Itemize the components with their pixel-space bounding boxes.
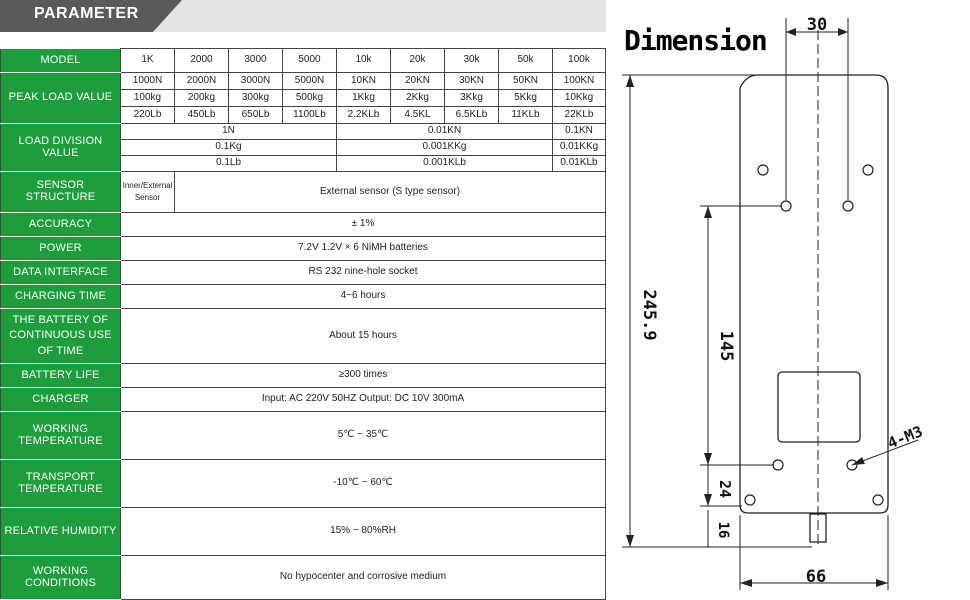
load-division-cell: 0.1Kg [121,140,337,156]
arrowhead [786,28,796,36]
peak-load-cell: 50KN [499,73,553,90]
arrowhead [704,494,712,506]
peak-load-cell: 20KN [391,73,445,90]
peak-load-cell: 1100Lb [283,107,337,124]
peak-load-cell: 5000N [283,73,337,90]
spec-label: TRANSPORT TEMPERATURE [1,460,121,508]
peak-load-label: PEAK LOAD VALUE [1,73,121,124]
spec-row [1,213,606,237]
load-division-cell: 0.001KKg [337,140,553,156]
peak-load-cell: 10Kkg [553,90,606,107]
arrowhead [704,453,712,465]
spec-row [1,237,606,261]
spec-label: BATTERY LIFE [1,364,121,388]
peak-load-cell: 2.2KLb [337,107,391,124]
peak-load-cell: 450Lb [175,107,229,124]
spec-value: No hypocenter and corrosive medium [121,556,606,600]
load-division-cell: 0.001KLb [337,156,553,172]
dim-label-top-width: 30 [806,15,828,35]
spec-value: Input: AC 220V 50HZ Output: DC 10V 300mA [121,388,606,412]
spec-row [1,412,606,460]
sensor-label: SENSOR STRUCTURE [1,172,121,213]
dim-label-bottom-height: 16 [715,521,731,539]
mount-hole [773,460,783,470]
spec-value: -10℃ ~ 60℃ [121,460,606,508]
spec-label: ACCURACY [1,213,121,237]
spec-label: POWER [1,237,121,261]
mount-hole [843,201,853,211]
screw-hole [758,165,768,175]
model-cell: 10k [337,49,391,73]
peak-load-cell: 4.5KL [391,107,445,124]
peak-load-cell: 10KN [337,73,391,90]
load-division-cell: 0.01KKg [553,140,606,156]
spec-value: About 15 hours [121,309,606,364]
peak-load-cell: 1000N [121,73,175,90]
spec-row [1,364,606,388]
arrowhead [626,535,634,547]
dim-label-holes: 4-M3 [885,422,926,453]
spec-label: CHARGING TIME [1,285,121,309]
peak-load-row [1,73,606,90]
peak-load-cell: 2Kkg [391,90,445,107]
sensor-body-outline [740,75,888,513]
arrowhead [740,579,752,587]
model-cell: 2000 [175,49,229,73]
spec-value: RS 232 nine-hole socket [121,261,606,285]
mount-hole [781,201,791,211]
spec-label: WORKING TEMPERATURE [1,412,121,460]
sensor-value: External sensor (S type sensor) [175,172,606,213]
arrowhead [704,206,712,218]
peak-load-cell: 11KLb [499,107,553,124]
sensor-row [1,172,606,213]
peak-load-cell: 100kg [121,90,175,107]
load-division-cell: 0.01KLb [553,156,606,172]
peak-load-cell: 5Kkg [499,90,553,107]
spec-value: ≥300 times [121,364,606,388]
peak-load-cell: 500kg [283,90,337,107]
peak-load-cell: 2000N [175,73,229,90]
model-cell: 1K [121,49,175,73]
spec-row [1,309,606,364]
load-division-cell: 0.1Lb [121,156,337,172]
dim-label-overall-height: 245.9 [639,289,659,341]
spec-row [1,285,606,309]
dimension-title: Dimension [624,24,767,57]
peak-load-cell: 6.5KLb [445,107,499,124]
screw-hole [745,495,755,505]
load-division-label: LOAD DIVISION VALUE [1,124,121,172]
load-division-row [1,124,606,140]
sensor-sub-cell: Inner/External Sensor [121,172,175,213]
spec-label: WORKING CONDITIONS [1,556,121,600]
dim-label-mid-height: 145 [716,330,736,362]
dimension-drawing [606,0,970,600]
peak-load-cell: 30KN [445,73,499,90]
spec-label: CHARGER [1,388,121,412]
spec-value: 15% ~ 80%RH [121,508,606,556]
peak-load-cell: 3Kkg [445,90,499,107]
arrowhead [626,75,634,87]
peak-load-cell: 22KLb [553,107,606,124]
spec-value: 4~6 hours [121,285,606,309]
parameter-banner [0,0,606,32]
arrowhead [838,28,848,36]
spec-row [1,460,606,508]
model-cell: 5000 [283,49,337,73]
peak-load-cell: 200kg [175,90,229,107]
banner-title: PARAMETER [34,5,139,22]
peak-load-cell: 1Kkg [337,90,391,107]
screw-hole [873,495,883,505]
dim-label-lower-height: 24 [716,479,734,499]
model-row [1,49,606,73]
display-window [778,372,860,442]
spec-row [1,508,606,556]
load-division-cell: 0.1KN [553,124,606,140]
dim-label-bottom-width: 66 [805,567,827,587]
load-division-cell: 1N [121,124,337,140]
spec-row [1,556,606,600]
spec-row [1,261,606,285]
peak-load-cell: 300kg [229,90,283,107]
model-cell: 100k [553,49,606,73]
model-cell: 30k [445,49,499,73]
screw-hole [863,165,873,175]
model-cell: 3000 [229,49,283,73]
spec-row [1,388,606,412]
peak-load-cell: 100KN [553,73,606,90]
peak-load-cell: 3000N [229,73,283,90]
parameter-table [0,48,606,600]
load-division-cell: 0.01KN [337,124,553,140]
spec-label: DATA INTERFACE [1,261,121,285]
spec-value: 7.2V 1.2V × 6 NiMH batteries [121,237,606,261]
arrowhead [876,579,888,587]
spec-label: RELATIVE HUMIDITY [1,508,121,556]
model-label: MODEL [1,49,121,73]
peak-load-cell: 220Lb [121,107,175,124]
model-cell: 50k [499,49,553,73]
spec-value: 5℃ ~ 35℃ [121,412,606,460]
spec-value: ± 1% [121,213,606,237]
model-cell: 20k [391,49,445,73]
spec-label: THE BATTERY OF CONTINUOUS USE OF TIME [1,309,121,364]
peak-load-cell: 650Lb [229,107,283,124]
